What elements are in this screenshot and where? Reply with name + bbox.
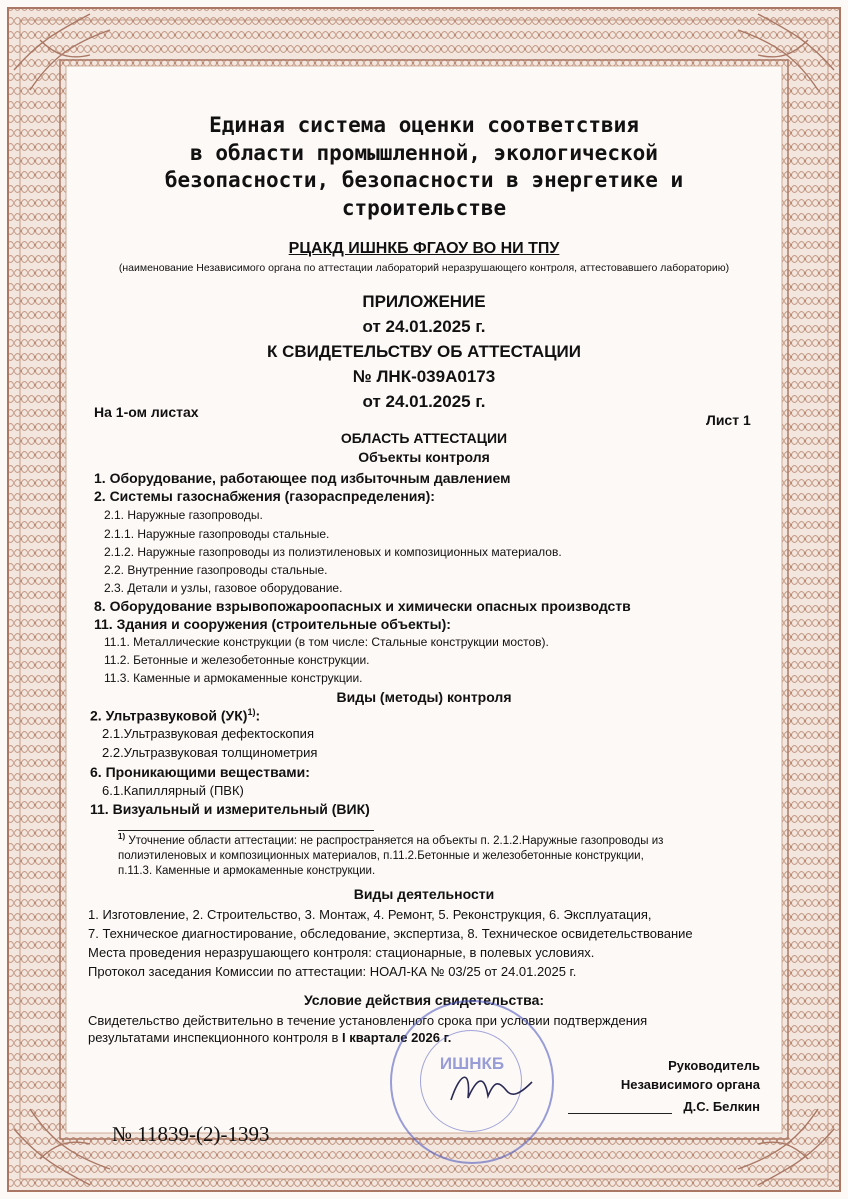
form-number: № 11839-(2)-1393: [112, 1122, 270, 1146]
activities-body: [88, 905, 768, 981]
footnote-line: Уточнение области аттестации: не распространяется на объекты п. 2.1.2.Наружные газопроводы из: [128, 834, 664, 847]
method-label: 2. Ультразвуковой (УК): [90, 707, 248, 724]
certificate-date: от 24.01.2025 г.: [362, 392, 486, 411]
system-title: [80, 112, 768, 222]
object-item: 11.3. Каменные и армокаменные конструкции.: [104, 671, 363, 685]
signatory-name: Д.С. Белкин: [683, 1099, 760, 1114]
footnote-line: п.11.3. Каменные и армокаменные конструкции.: [118, 864, 376, 877]
signatory-role: Руководитель: [668, 1058, 760, 1073]
object-item: 8. Оборудование взрывопожароопасных и химически опасных производств: [94, 598, 631, 614]
seal-label: ИШНКБ: [439, 1054, 505, 1073]
activities-line: Протокол заседания Комиссии по аттестации: НОАЛ-КА № 03/25 от 24.01.2025 г.: [88, 964, 577, 979]
objects-title: Объекты контроля: [358, 449, 490, 465]
organ-caption: (наименование Независимого органа по аттестации лабораторий неразрушающего контроля, аттестовавшего лабораторию): [118, 262, 730, 274]
footnote-line: полиэтиленовых и композиционных материалов, п.11.2.Бетонные и железобетонные конструкции,: [118, 849, 644, 862]
condition-line: результатами инспекционного контроля в: [88, 1030, 342, 1045]
appendix-block: [80, 289, 768, 414]
system-title-line: Единая система оценки соответствия: [209, 113, 639, 137]
object-item: 2.1.2. Наружные газопроводы из полиэтиленовых и композиционных материалов.: [104, 545, 562, 559]
sheets-count: На 1-ом листах: [94, 404, 199, 420]
organ-name: РЦАКД ИШНКБ ФГАОУ ВО НИ ТПУ: [288, 240, 560, 257]
sheet-number: Лист 1: [706, 412, 751, 428]
object-item: 2.1.1. Наружные газопроводы стальные.: [104, 527, 330, 541]
system-title-line: строительстве: [341, 195, 507, 220]
footnote-ref: 1): [247, 707, 256, 717]
activities-line: 7. Техническое диагностирование, обследование, экспертиза, 8. Техническое освидетельствование: [88, 926, 693, 941]
methods-title: Виды (методы) контроля: [336, 689, 512, 705]
system-title-line: в области промышленной, экологической: [190, 140, 658, 165]
method-colon: :: [255, 707, 261, 724]
object-item: 11.1. Металлические конструкции (в том числе: Стальные конструкции мостов).: [104, 635, 549, 649]
appendix-date: от 24.01.2025 г.: [362, 317, 486, 336]
signature-line: [568, 1113, 672, 1114]
appendix-title: ПРИЛОЖЕНИЕ: [362, 292, 486, 311]
activities-title: Виды деятельности: [353, 886, 495, 902]
object-item: 2.1. Наружные газопроводы.: [104, 508, 263, 522]
object-item: 11. Здания и сооружения (строительные объекты):: [94, 616, 451, 632]
method-item: 2.1.Ультразвуковая дефектоскопия: [102, 726, 314, 741]
system-title-line: безопасности, безопасности в энергетике и: [164, 168, 684, 192]
footnote-mark: 1): [118, 832, 126, 841]
activities-line: 1. Изготовление, 2. Строительство, 3. Монтаж, 4. Ремонт, 5. Реконструкция, 6. Эксплуатация,: [88, 907, 652, 922]
to-certificate: К СВИДЕТЕЛЬСТВУ ОБ АТТЕСТАЦИИ: [267, 342, 581, 361]
object-item: 2.2. Внутренние газопроводы стальные.: [104, 563, 328, 577]
condition-line: Свидетельство действительно в течение установленного срока при условии подтверждения: [88, 1013, 648, 1028]
scope-title: ОБЛАСТЬ АТТЕСТАЦИИ: [340, 430, 508, 446]
handwritten-signature: [446, 1060, 536, 1110]
method-item: 6.1.Капиллярный (ПВК): [102, 783, 244, 798]
activities-line: Места проведения неразрушающего контроля: стационарные, в полевых условиях.: [88, 945, 595, 960]
method-item: 2.2.Ультразвуковая толщинометрия: [102, 745, 318, 760]
object-item: 11.2. Бетонные и железобетонные конструкции.: [104, 653, 370, 667]
footnote: [118, 829, 766, 879]
condition-title: Условие действия свидетельства:: [303, 992, 545, 1008]
condition-deadline: I квартале 2026 г.: [342, 1030, 452, 1045]
method-item: [90, 707, 260, 724]
object-item: 2.3. Детали и узлы, газовое оборудование.: [104, 581, 343, 595]
certificate-number: № ЛНК-039А0173: [352, 367, 496, 386]
method-item: 11. Визуальный и измерительный (ВИК): [90, 801, 370, 817]
method-item: 6. Проникающими веществами:: [90, 764, 310, 780]
object-item: 2. Системы газоснабжения (газораспределения):: [94, 488, 435, 504]
signatory-organ: Независимого органа: [620, 1077, 760, 1092]
object-item: 1. Оборудование, работающее под избыточным давлением: [94, 470, 511, 486]
